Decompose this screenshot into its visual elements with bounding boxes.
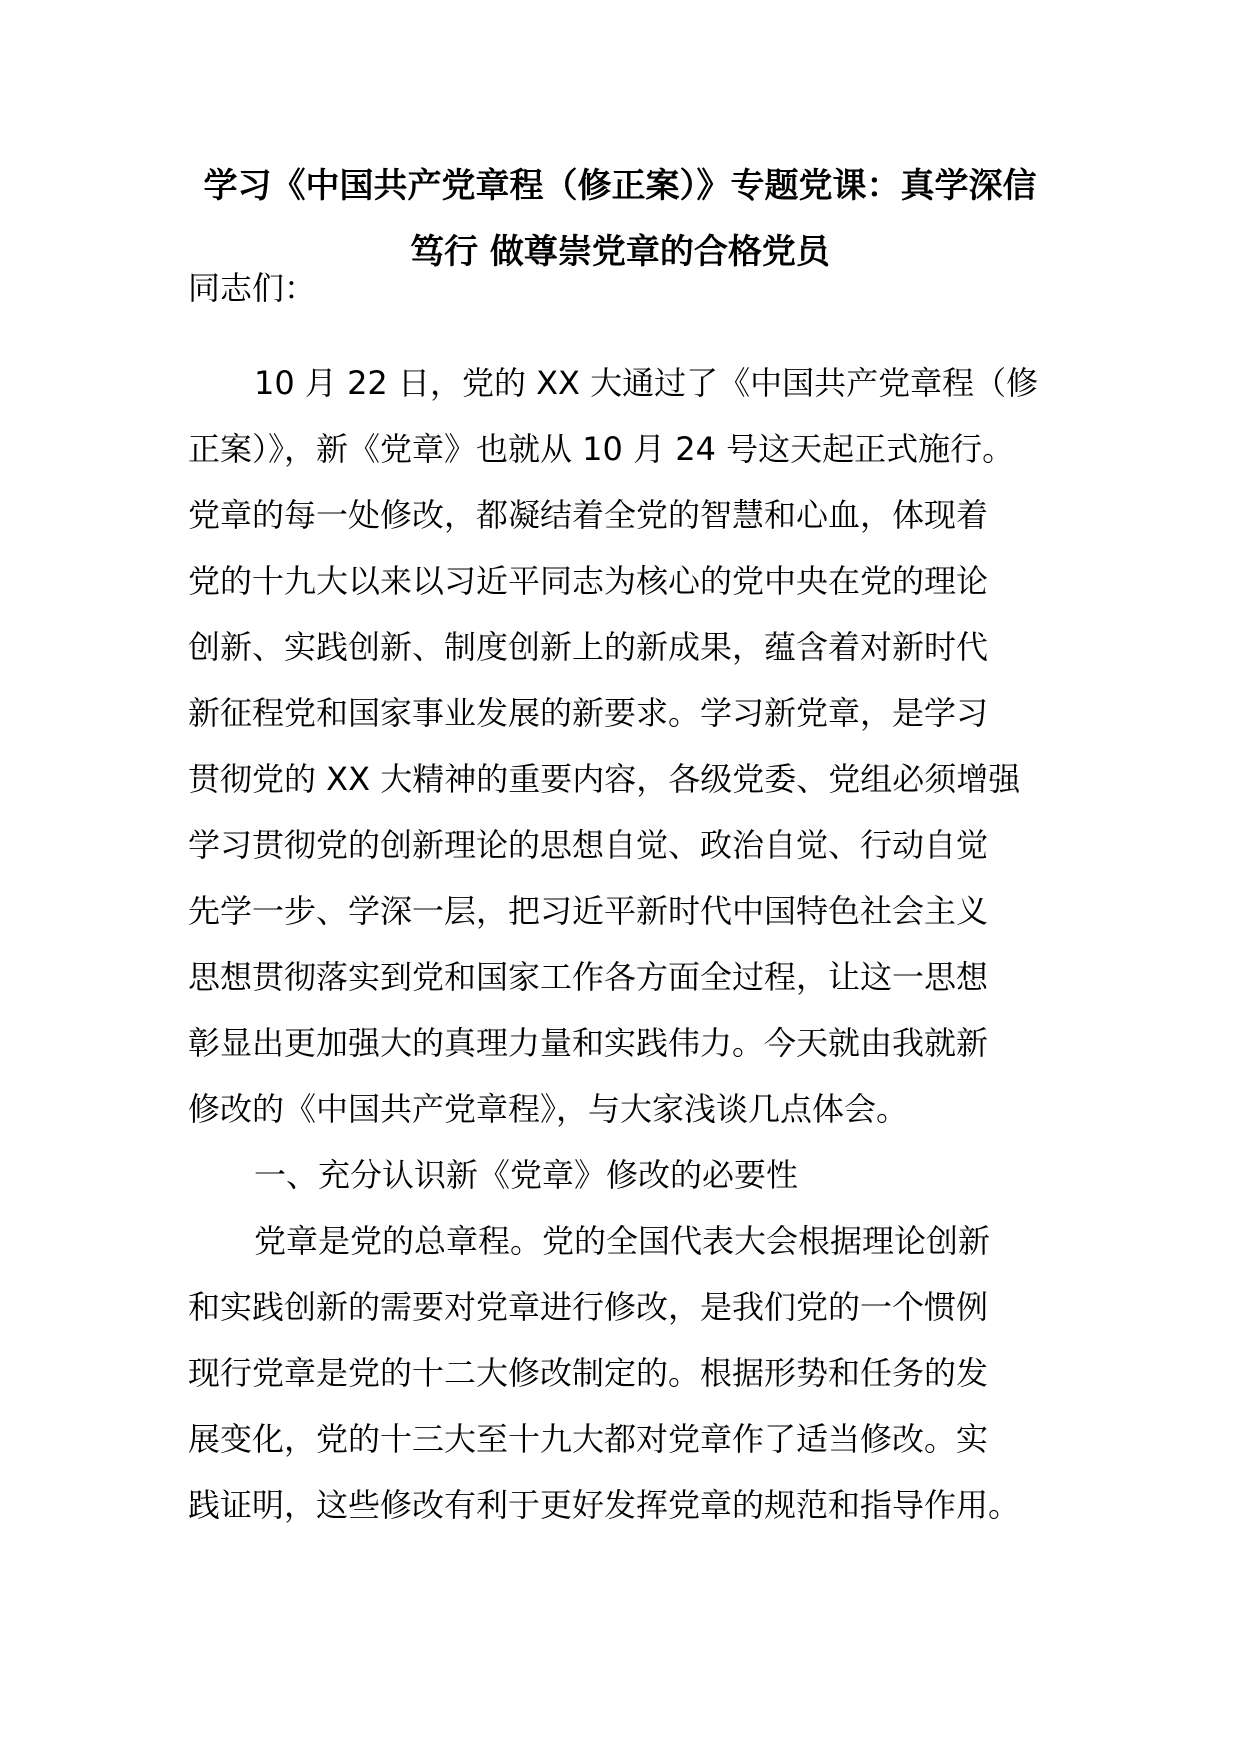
paragraph-1-line-3: 党章的每一处修改，都凝结着全党的智慧和心血，体现着 bbox=[188, 496, 989, 534]
paragraph-2-line-4: 展变化，党的十三大至十九大都对党章作了适当修改。实 bbox=[188, 1420, 989, 1458]
paragraph-2-line-5: 践证明，这些修改有利于更好发挥党章的规范和指导作用。 bbox=[188, 1486, 1021, 1524]
salutation: 同志们： bbox=[188, 269, 317, 307]
paragraph-1-line-1: 10 月 22 日，党的 XX 大通过了《中国共产党章程（修 bbox=[254, 364, 1039, 402]
paragraph-1-line-11: 彰显出更加强大的真理力量和实践伟力。今天就由我就新 bbox=[188, 1024, 989, 1062]
paragraph-2-line-2: 和实践创新的需要对党章进行修改，是我们党的一个惯例 bbox=[188, 1288, 989, 1326]
paragraph-1-line-10: 思想贯彻落实到党和国家工作各方面全过程，让这一思想 bbox=[188, 958, 989, 996]
paragraph-1-line-5: 创新、实践创新、制度创新上的新成果，蕴含着对新时代 bbox=[188, 628, 989, 666]
document-title-line-1: 学习《中国共产党章程（修正案）》专题党课：真学深信 bbox=[203, 166, 1037, 206]
paragraph-1-line-7: 贯彻党的 XX 大精神的重要内容，各级党委、党组必须增强 bbox=[188, 760, 1021, 798]
section-heading-1: 一、充分认识新《党章》修改的必要性 bbox=[254, 1156, 799, 1194]
document-title-line-2: 笃行 做尊崇党章的合格党员 bbox=[410, 232, 830, 272]
paragraph-1-line-6: 新征程党和国家事业发展的新要求。学习新党章，是学习 bbox=[188, 694, 989, 732]
paragraph-1-line-9: 先学一步、学深一层，把习近平新时代中国特色社会主义 bbox=[188, 892, 989, 930]
paragraph-1-line-4: 党的十九大以来以习近平同志为核心的党中央在党的理论 bbox=[188, 562, 989, 600]
paragraph-1-line-2: 正案）》，新《党章》也就从 10 月 24 号这天起正式施行。 bbox=[188, 430, 1015, 468]
paragraph-1-line-8: 学习贯彻党的创新理论的思想自觉、政治自觉、行动自觉 bbox=[188, 826, 989, 864]
paragraph-1-line-12: 修改的《中国共产党章程》，与大家浅谈几点体会。 bbox=[188, 1090, 909, 1128]
paragraph-2-line-3: 现行党章是党的十二大修改制定的。根据形势和任务的发 bbox=[188, 1354, 989, 1392]
paragraph-2-line-1: 党章是党的总章程。党的全国代表大会根据理论创新 bbox=[254, 1222, 991, 1260]
